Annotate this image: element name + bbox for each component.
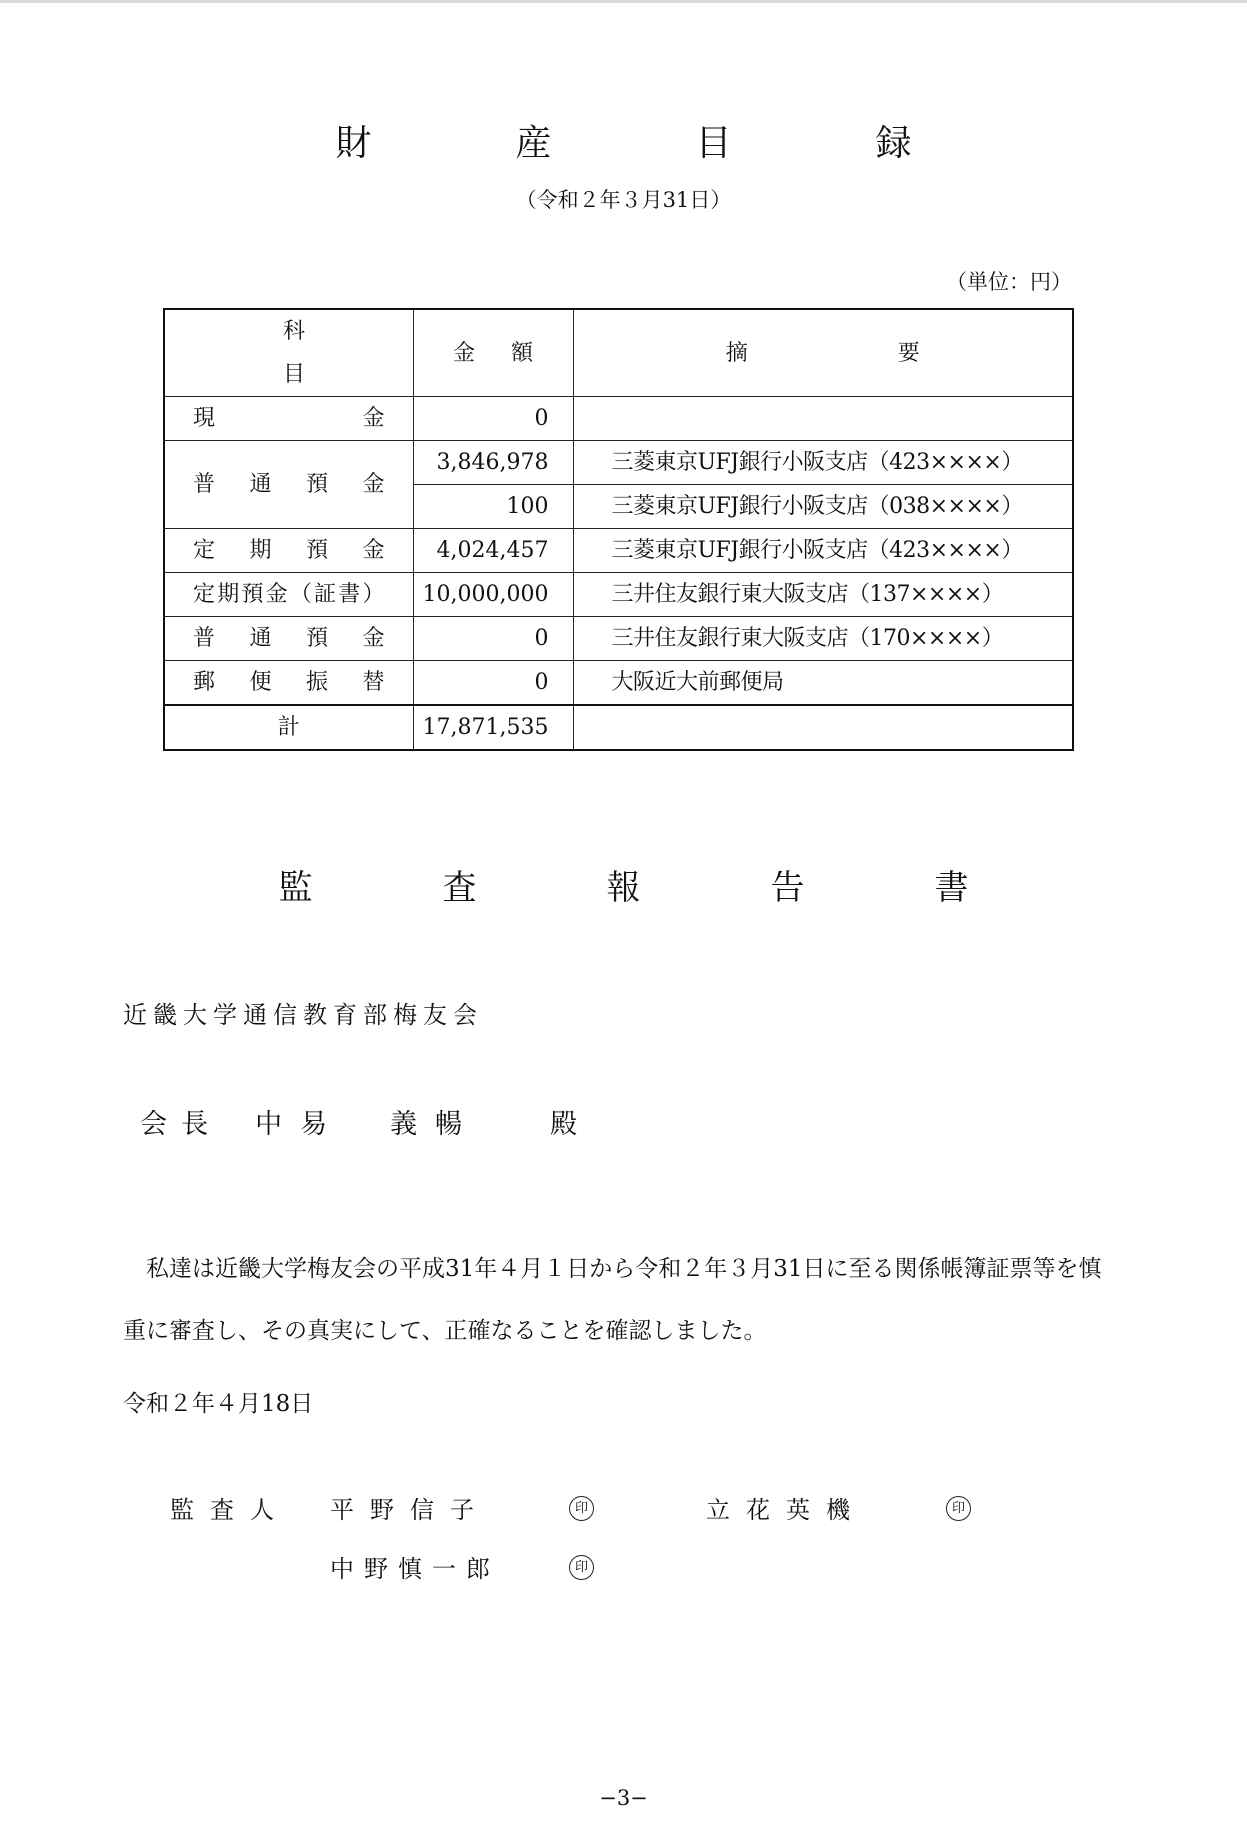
table-row <box>164 573 1073 617</box>
top-border-line <box>0 0 1247 3</box>
row-subject: 定期預金 <box>164 529 413 573</box>
row-note: 三菱東京UFJ銀行小阪支店（423××××） <box>573 529 1073 573</box>
header-amount: 金額 <box>413 309 573 397</box>
total-label: 計 <box>164 705 413 750</box>
auditor-label: 監査人 <box>170 1496 290 1524</box>
inventory-title: 財 産 目 録 <box>335 123 966 164</box>
unit-label: （単位：円） <box>946 270 1072 294</box>
header-note: 摘要 <box>573 309 1073 397</box>
row-subject: 郵便振替 <box>164 661 413 706</box>
addressee-surname: 中易 <box>255 1109 346 1140</box>
row-subject: 普通預金 <box>164 441 413 529</box>
inventory-date: （令和２年３月31日） <box>515 188 732 212</box>
auditor-name-2: 立花英機 <box>706 1496 866 1524</box>
seal-mark: 印 <box>946 1496 971 1521</box>
table-row <box>164 441 1073 485</box>
row-amount: 100 <box>413 485 573 529</box>
row-note: 三菱東京UFJ銀行小阪支店（038××××） <box>573 485 1073 529</box>
inventory-table <box>163 308 1074 751</box>
row-amount: 10,000,000 <box>413 573 573 617</box>
row-subject: 定期預金（証書） <box>164 573 413 617</box>
row-note: 三井住友銀行東大阪支店（137××××） <box>573 573 1073 617</box>
audit-statement: 私達は近畿大学梅友会の平成31年４月１日から令和２年３月31日に至る関係帳簿証票等を慎重に審査し、その真実にして、正確なることを確認しました。 <box>123 1256 1102 1344</box>
addressee-given-name: 義暢 <box>390 1109 481 1140</box>
row-amount: 0 <box>413 661 573 706</box>
audit-report-title: 監 査 報 告 書 <box>278 868 1017 908</box>
total-row <box>164 705 1073 750</box>
addressee-honorific: 殿 <box>550 1109 578 1140</box>
row-subject: 普通預金 <box>164 617 413 661</box>
total-amount: 17,871,535 <box>413 705 573 750</box>
table-row <box>164 529 1073 573</box>
row-amount: 0 <box>413 397 573 441</box>
organization-name: 近畿大学通信教育部梅友会 <box>123 1001 483 1029</box>
row-amount: 4,024,457 <box>413 529 573 573</box>
row-note <box>573 397 1073 441</box>
row-note: 三菱東京UFJ銀行小阪支店（423××××） <box>573 441 1073 485</box>
page-number: −3− <box>599 1786 648 1810</box>
addressee-line <box>123 1071 577 1143</box>
seal-mark: 印 <box>569 1496 594 1521</box>
report-date: 令和２年４月18日 <box>123 1391 314 1417</box>
table-header-row <box>164 309 1073 397</box>
header-subject: 科目 <box>164 309 413 397</box>
auditor-name-3: 中野慎一郎 <box>330 1555 500 1583</box>
table-row <box>164 661 1073 706</box>
total-note <box>573 705 1073 750</box>
row-amount: 0 <box>413 617 573 661</box>
row-amount: 3,846,978 <box>413 441 573 485</box>
addressee-role: 会長 <box>140 1109 223 1140</box>
seal-mark: 印 <box>569 1555 594 1580</box>
table-row <box>164 617 1073 661</box>
row-subject: 現金 <box>164 397 413 441</box>
row-note: 大阪近大前郵便局 <box>573 661 1073 706</box>
auditor-name-1: 平野信子 <box>330 1496 490 1524</box>
row-note: 三井住友銀行東大阪支店（170××××） <box>573 617 1073 661</box>
table-row <box>164 397 1073 441</box>
